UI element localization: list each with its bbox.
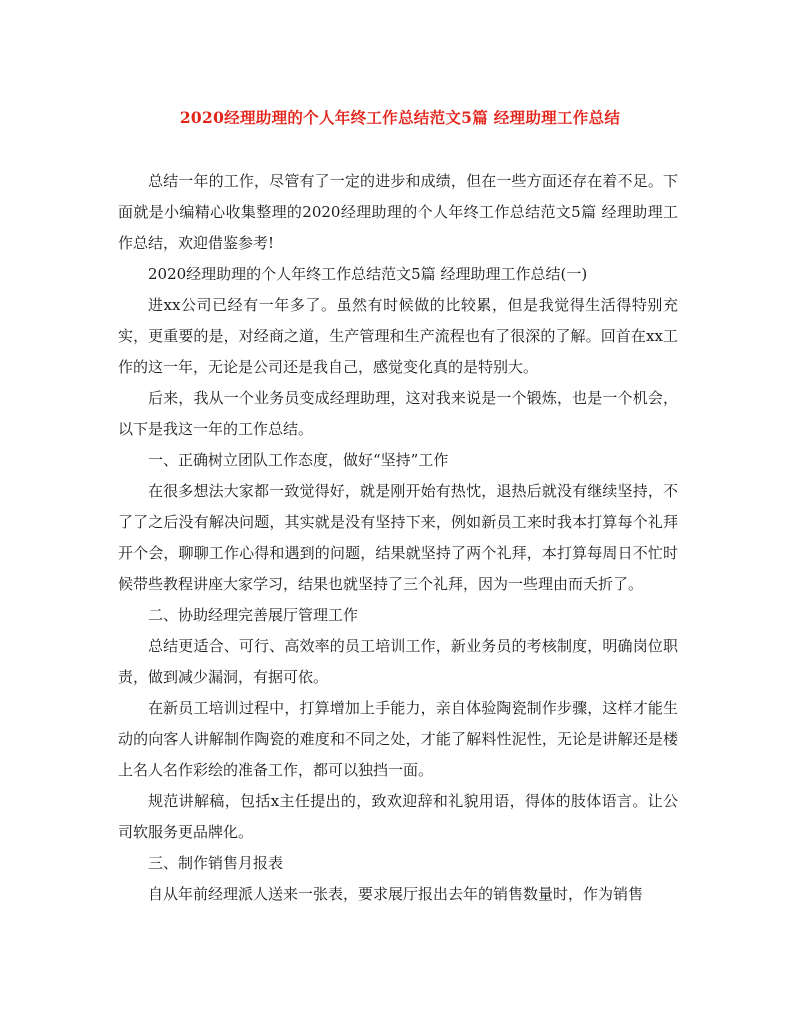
paragraph-body: 自从年前经理派人送来一张表，要求展厅报出去年的销售数量时，作为销售: [148, 885, 644, 903]
paragraph-intro: 总结一年的工作，尽管有了一定的进步和成绩，但在一些方面还存在着不足。下面就是小编精心收集整理的2020经理助理的个人年终工作总结范文5篇 经理助理工作总结，欢迎借鉴参考!: [118, 172, 678, 252]
section-heading: 一、正确树立团队工作态度，做好“坚持”工作: [148, 451, 449, 469]
paragraph-body: 进xx公司已经有一年多了。虽然有时候做的比较累，但是我觉得生活得特别充实，更重要的是，对经商之道，生产管理和生产流程也有了很深的了解。回首在xx工作的这一年，无论是公司还是我自己，感觉变化真的是特别大。: [118, 296, 678, 376]
document-title: 2020经理助理的个人年终工作总结范文5篇 经理助理工作总结: [179, 108, 621, 127]
section-heading: 三、制作销售月报表: [148, 854, 284, 872]
paragraph-body: 后来，我从一个业务员变成经理助理，这对我来说是一个锻炼，也是一个机会，以下是我这一年的工作总结。: [118, 389, 678, 438]
paragraph-subtitle: 2020经理助理的个人年终工作总结范文5篇 经理助理工作总结(一): [148, 265, 588, 283]
document-body: [118, 166, 678, 910]
section-heading: 二、协助经理完善展厅管理工作: [148, 606, 359, 624]
paragraph-body: 总结更适合、可行、高效率的员工培训工作，新业务员的考核制度，明确岗位职责，做到减少漏洞，有据可依。: [118, 637, 678, 686]
paragraph-body: 在很多想法大家都一致觉得好，就是刚开始有热忱，退热后就没有继续坚持，不了了之后没有解决问题，其实就是没有坚持下来，例如新员工来时我本打算每个礼拜开个会，聊聊工作心得和遇到的问题，结果就坚持了两个礼拜，本打算每周日不忙时候带些教程讲座大家学习，结果也就坚持了三个礼拜，因为一些理由而夭折了。: [118, 482, 678, 593]
paragraph-body: 在新员工培训过程中，打算增加上手能力，亲自体验陶瓷制作步骤，这样才能生动的向客人讲解制作陶瓷的难度和不同之处，才能了解料性泥性，无论是讲解还是楼上名人名作彩绘的准备工作，都可以独挡一面。: [118, 699, 678, 779]
paragraph-body: 规范讲解稿，包括x主任提出的，致欢迎辞和礼貌用语，得体的肢体语言。让公司软服务更品牌化。: [118, 792, 678, 841]
